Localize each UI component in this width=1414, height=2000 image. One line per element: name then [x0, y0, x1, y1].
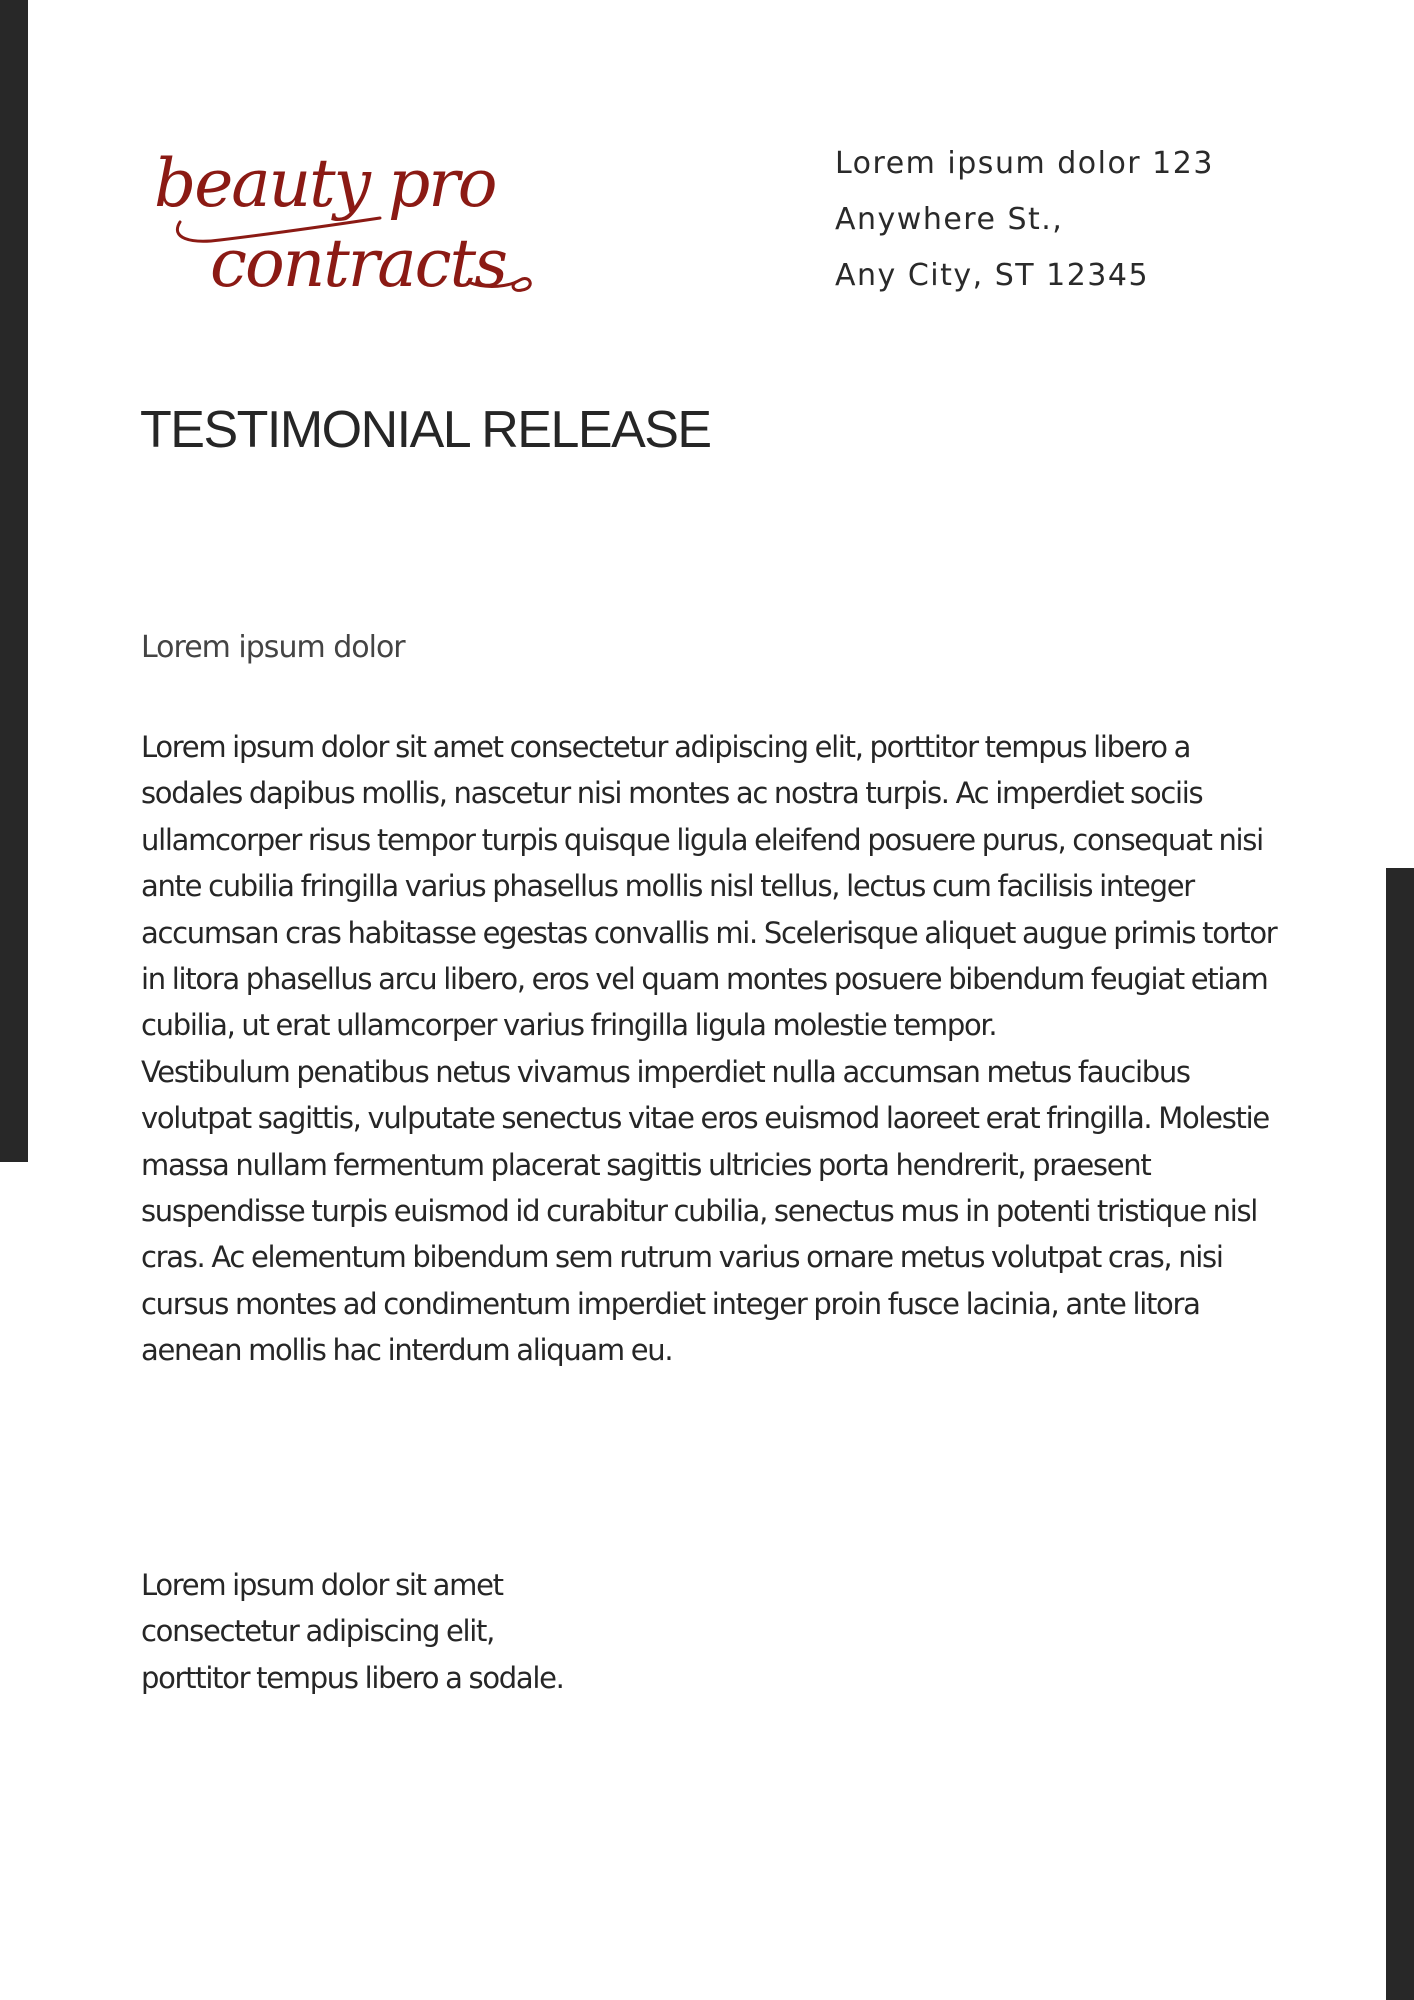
logo-line-2: contracts [210, 225, 506, 302]
document-title: TESTIMONIAL RELEASE [140, 401, 711, 459]
company-address [835, 136, 1335, 304]
body-paragraph-2: Vestibulum penatibus netus vivamus imperdiet nulla accumsan metus faucibus volutpat sagittis, vulputate senectus vitae eros euismod laoreet erat fringilla. Molestie massa nullam fermentum placerat sagittis ultricies porta hendrerit, praesent suspendisse turpis euismod id curabitur cubilia, senectus mus in potenti tristique nisl cras. Ac elementum bibendum sem rutrum varius ornare metus volutpat cras, nisi cursus montes ad condimentum imperdiet integer proin fusce lacinia, ante litora aenean mollis hac interdum aliquam eu. [141, 1054, 1269, 1368]
body-paragraph-1: Lorem ipsum dolor sit amet consectetur adipiscing elit, porttitor tempus libero a sodales dapibus mollis, nascetur nisi montes ac nostra turpis. Ac imperdiet sociis ullamcorper risus tempor turpis quisque ligula eleifend posuere purus, consequat nisi ante cubilia fringilla varius phasellus mollis nisl tellus, lectus cum facilisis integer accumsan cras habitasse egestas convallis mi. Scelerisque aliquet augue primis tortor in litora phasellus arcu libero, eros vel quam montes posuere bibendum feugiat etiam cubilia, ut erat ullamcorper varius fringilla ligula molestie tempor. [141, 730, 1277, 1043]
closing-statement: Lorem ipsum dolor sit amet consectetur adipiscing elit, porttitor tempus libero a sodale. [141, 1568, 564, 1695]
address-line-1: Lorem ipsum dolor 123 [835, 146, 1214, 181]
logo-line-1: beauty pro [154, 145, 496, 222]
left-accent-bar [0, 0, 28, 1162]
address-line-3: Any City, ST 12345 [835, 258, 1150, 293]
document-subtitle: Lorem ipsum dolor [141, 630, 405, 665]
brand-logo [150, 140, 540, 310]
right-accent-bar [1386, 868, 1414, 2000]
document-body [141, 724, 1281, 1374]
address-line-2: Anywhere St., [835, 202, 1064, 237]
